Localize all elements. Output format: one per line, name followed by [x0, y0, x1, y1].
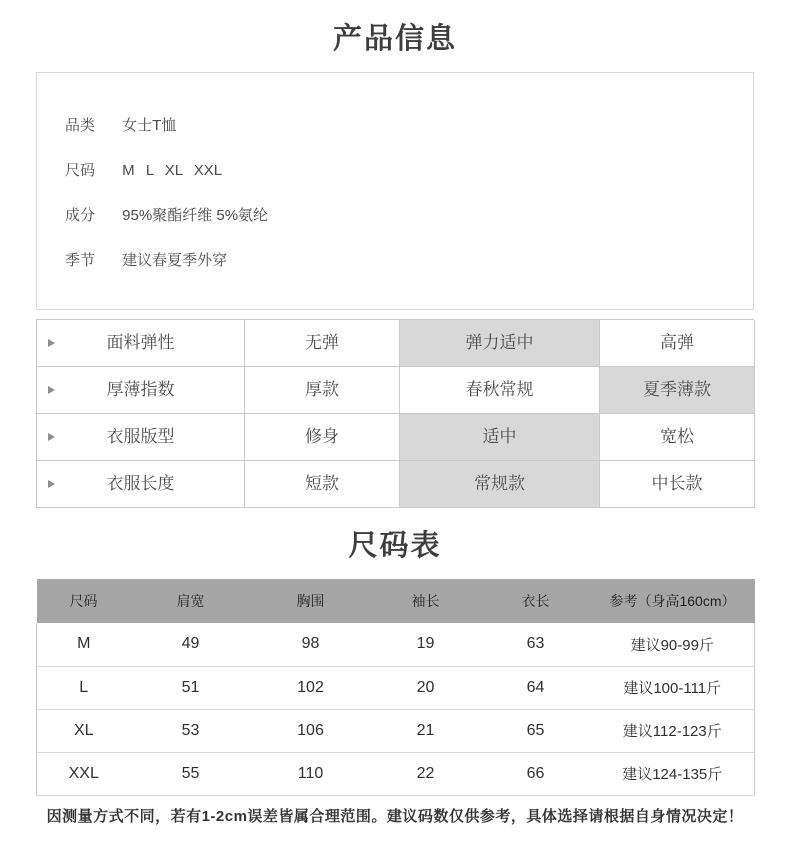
- cell-bust: 102: [251, 666, 371, 709]
- attr-label-text: 厚薄指数: [106, 380, 175, 399]
- attr-option: 高弹: [600, 320, 755, 367]
- size-table-header-row: [37, 579, 755, 623]
- product-info-box: [36, 72, 754, 310]
- info-label: 季节: [65, 252, 96, 269]
- cell-shoulder: 53: [131, 709, 251, 752]
- cell-length: 64: [481, 666, 591, 709]
- cell-size: L: [37, 666, 131, 709]
- size-chart-title: 尺码表: [348, 530, 442, 562]
- triangle-right-icon: [48, 480, 55, 488]
- triangle-right-icon: [48, 386, 55, 394]
- attr-option: 常规款: [400, 461, 600, 508]
- info-value: 建议春夏季外穿: [122, 252, 228, 269]
- size-row-xxl: [37, 752, 755, 795]
- size-row-xl: [37, 709, 755, 752]
- attr-row-label: [37, 461, 245, 508]
- attr-option: 宽松: [600, 414, 755, 461]
- attribute-table: [36, 319, 754, 508]
- info-row-category: [65, 103, 733, 148]
- info-row-sizes: [65, 148, 733, 193]
- attr-option: 春秋常规: [400, 367, 600, 414]
- col-header-bust: 胸围: [251, 579, 371, 623]
- attr-option: 修身: [245, 414, 400, 461]
- info-value: M L XL XXL: [122, 162, 223, 179]
- size-row-l: [37, 666, 755, 709]
- cell-size: XXL: [37, 752, 131, 795]
- attr-row-length: [37, 461, 754, 508]
- cell-bust: 98: [251, 623, 371, 666]
- cell-reference: 建议90-99斤: [591, 623, 755, 666]
- attr-label-text: 衣服长度: [106, 474, 175, 493]
- cell-length: 66: [481, 752, 591, 795]
- attr-row-label: [37, 414, 245, 461]
- cell-length: 65: [481, 709, 591, 752]
- attr-option: 厚款: [245, 367, 400, 414]
- attr-option: 无弹: [245, 320, 400, 367]
- cell-reference: 建议100-111斤: [591, 666, 755, 709]
- cell-shoulder: 51: [131, 666, 251, 709]
- cell-sleeve: 19: [371, 623, 481, 666]
- cell-reference: 建议112-123斤: [591, 709, 755, 752]
- attr-label-text: 衣服版型: [106, 427, 175, 446]
- cell-length: 63: [481, 623, 591, 666]
- col-header-sleeve: 袖长: [371, 579, 481, 623]
- attr-option: 中长款: [600, 461, 755, 508]
- page-title: 产品信息: [332, 23, 457, 55]
- cell-size: XL: [37, 709, 131, 752]
- triangle-right-icon: [48, 339, 55, 347]
- attr-row-fit: [37, 414, 754, 461]
- size-table: [36, 579, 755, 796]
- cell-bust: 106: [251, 709, 371, 752]
- attr-label-text: 面料弹性: [106, 333, 175, 352]
- attr-row-thickness: [37, 367, 754, 414]
- col-header-size: 尺码: [37, 579, 131, 623]
- triangle-right-icon: [48, 433, 55, 441]
- cell-size: M: [37, 623, 131, 666]
- col-header-shoulder: 肩宽: [131, 579, 251, 623]
- measurement-disclaimer: 因测量方式不同，若有1-2cm误差皆属合理范围。建议码数仅供参考，具体选择请根据自身情况决定！: [46, 807, 744, 825]
- col-header-reference: 参考（身高160cm）: [591, 579, 755, 623]
- cell-sleeve: 22: [371, 752, 481, 795]
- info-row-composition: [65, 193, 733, 238]
- attr-option: 夏季薄款: [600, 367, 755, 414]
- attr-option: 短款: [245, 461, 400, 508]
- cell-reference: 建议124-135斤: [591, 752, 755, 795]
- attr-row-label: [37, 320, 245, 367]
- product-detail-page: [36, 20, 754, 826]
- info-label: 品类: [65, 117, 96, 134]
- info-value: 女士T恤: [122, 117, 177, 134]
- size-row-m: [37, 623, 755, 666]
- cell-shoulder: 55: [131, 752, 251, 795]
- info-row-season: [65, 238, 733, 283]
- info-value: 95%聚酯纤维 5%氨纶: [122, 207, 269, 224]
- cell-sleeve: 20: [371, 666, 481, 709]
- cell-sleeve: 21: [371, 709, 481, 752]
- attr-option: 弹力适中: [400, 320, 600, 367]
- attr-option: 适中: [400, 414, 600, 461]
- attr-row-elasticity: [37, 320, 754, 367]
- col-header-length: 衣长: [481, 579, 591, 623]
- attr-row-label: [37, 367, 245, 414]
- cell-shoulder: 49: [131, 623, 251, 666]
- cell-bust: 110: [251, 752, 371, 795]
- info-label: 尺码: [65, 162, 96, 179]
- info-label: 成分: [65, 207, 96, 224]
